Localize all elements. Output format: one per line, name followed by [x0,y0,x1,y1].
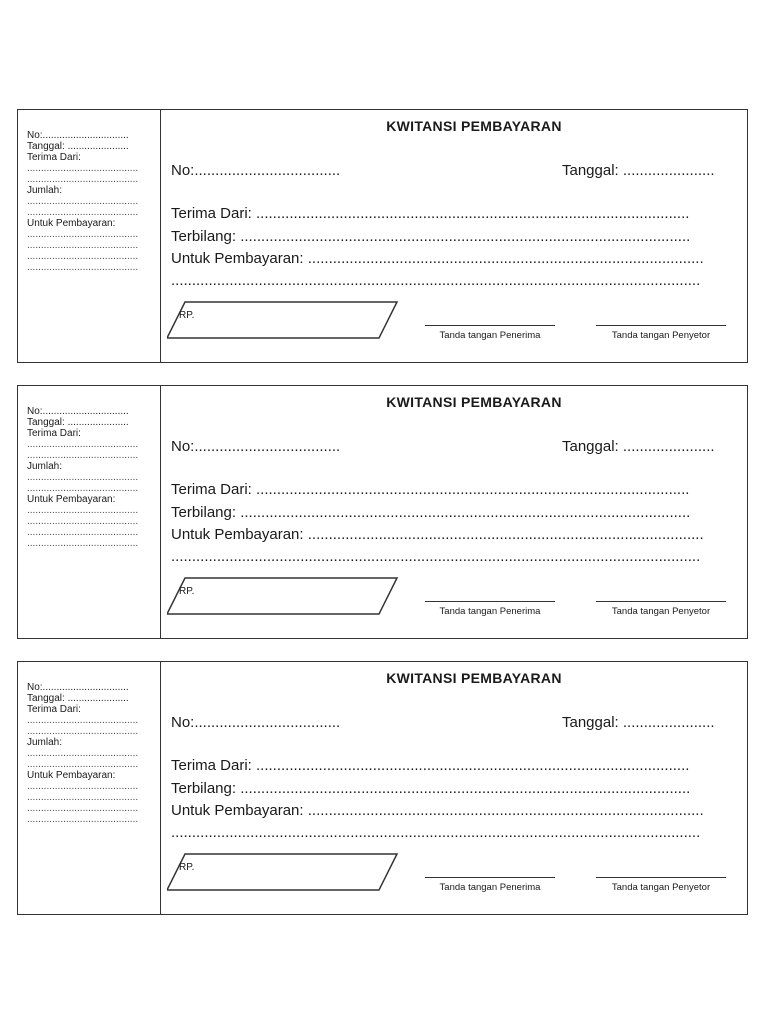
signature-line [425,325,555,326]
stub-dotted-line: ........................................ [27,748,139,759]
stub-jumlah: Jumlah: [27,185,63,196]
receipt-tanggal: Tanggal: ...................... [562,438,715,455]
receipt-untuk-pembayaran: Untuk Pembayaran: ............................................................................................... [171,802,704,819]
receipt-1 [17,109,748,363]
receipt-main [161,386,747,638]
receipt-terbilang: Terbilang: ............................................................................................................ [171,780,691,797]
receipt-title: KWITANSI PEMBAYARAN [386,394,562,410]
receipt-3 [17,661,748,915]
stub-terima-dari: Terima Dari: [27,152,81,163]
stub-tanggal: Tanggal: ...................... [27,417,129,428]
stub-jumlah: Jumlah: [27,737,63,748]
receipt-extra-line: ............................................................................................................................... [171,548,701,565]
amount-label: RP. [179,310,195,321]
amount-box [167,300,387,338]
receipt-no: No:................................... [171,162,341,179]
stub-dotted-line: ........................................ [27,240,139,251]
receipt-stub [18,662,161,914]
amount-label: RP. [179,586,195,597]
signature-receiver [410,877,570,893]
amount-box [167,576,387,614]
stub-dotted-line: ........................................ [27,163,139,174]
stub-jumlah: Jumlah: [27,461,63,472]
receipt-title: KWITANSI PEMBAYARAN [386,670,562,686]
signature-line [596,601,726,602]
receipt-title: KWITANSI PEMBAYARAN [386,118,562,134]
signature-line [596,325,726,326]
signature-receiver-label: Tanda tangan Penerima [439,882,541,893]
stub-dotted-line: ........................................ [27,207,139,218]
stub-tanggal: Tanggal: ...................... [27,141,129,152]
receipt-terima-dari: Terima Dari: ........................................................................................................ [171,481,690,498]
stub-dotted-line: ........................................ [27,174,139,185]
signature-payer [581,325,741,341]
stub-untuk-pembayaran: Untuk Pembayaran: [27,218,116,229]
stub-dotted-line: ........................................ [27,759,139,770]
amount-label: RP. [179,862,195,873]
stub-untuk-pembayaran: Untuk Pembayaran: [27,770,116,781]
signature-payer-label: Tanda tangan Penyetor [611,606,711,617]
stub-no: No:............................... [27,682,129,693]
receipt-untuk-pembayaran: Untuk Pembayaran: ............................................................................................... [171,250,704,267]
receipt-terima-dari: Terima Dari: ........................................................................................................ [171,205,690,222]
receipt-no: No:................................... [171,438,341,455]
stub-dotted-line: ........................................ [27,538,139,549]
stub-terima-dari: Terima Dari: [27,428,81,439]
stub-terima-dari: Terima Dari: [27,704,81,715]
stub-untuk-pembayaran: Untuk Pembayaran: [27,494,116,505]
signature-receiver [410,325,570,341]
amount-parallelogram [167,576,399,616]
stub-dotted-line: ........................................ [27,251,139,262]
signature-payer [581,601,741,617]
stub-tanggal: Tanggal: ...................... [27,693,129,704]
receipt-stub [18,110,161,362]
receipt-no: No:................................... [171,714,341,731]
receipt-main [161,110,747,362]
stub-dotted-line: ........................................ [27,792,139,803]
stub-dotted-line: ........................................ [27,472,139,483]
receipt-stub [18,386,161,638]
stub-no: No:............................... [27,130,129,141]
amount-box [167,852,387,890]
receipt-terbilang: Terbilang: ............................................................................................................ [171,228,691,245]
amount-parallelogram [167,852,399,892]
signature-payer-label: Tanda tangan Penyetor [611,882,711,893]
receipt-untuk-pembayaran: Untuk Pembayaran: ............................................................................................... [171,526,704,543]
stub-dotted-line: ........................................ [27,439,139,450]
stub-dotted-line: ........................................ [27,450,139,461]
receipt-terbilang: Terbilang: ............................................................................................................ [171,504,691,521]
stub-dotted-line: ........................................ [27,803,139,814]
stub-no: No:............................... [27,406,129,417]
stub-dotted-line: ........................................ [27,262,139,273]
stub-dotted-line: ........................................ [27,527,139,538]
receipt-terima-dari: Terima Dari: ........................................................................................................ [171,757,690,774]
signature-line [425,601,555,602]
signature-receiver-label: Tanda tangan Penerima [439,606,541,617]
stub-dotted-line: ........................................ [27,814,139,825]
stub-dotted-line: ........................................ [27,715,139,726]
stub-dotted-line: ........................................ [27,726,139,737]
stub-dotted-line: ........................................ [27,505,139,516]
receipt-tanggal: Tanggal: ...................... [562,714,715,731]
signature-payer [581,877,741,893]
stub-dotted-line: ........................................ [27,781,139,792]
amount-parallelogram [167,300,399,340]
stub-dotted-line: ........................................ [27,229,139,240]
stub-dotted-line: ........................................ [27,196,139,207]
stub-dotted-line: ........................................ [27,516,139,527]
receipt-tanggal: Tanggal: ...................... [562,162,715,179]
receipt-extra-line: ............................................................................................................................... [171,272,701,289]
signature-line [425,877,555,878]
signature-line [596,877,726,878]
receipt-extra-line: ............................................................................................................................... [171,824,701,841]
signature-receiver-label: Tanda tangan Penerima [439,330,541,341]
signature-receiver [410,601,570,617]
receipt-main [161,662,747,914]
signature-payer-label: Tanda tangan Penyetor [611,330,711,341]
receipt-2 [17,385,748,639]
stub-dotted-line: ........................................ [27,483,139,494]
